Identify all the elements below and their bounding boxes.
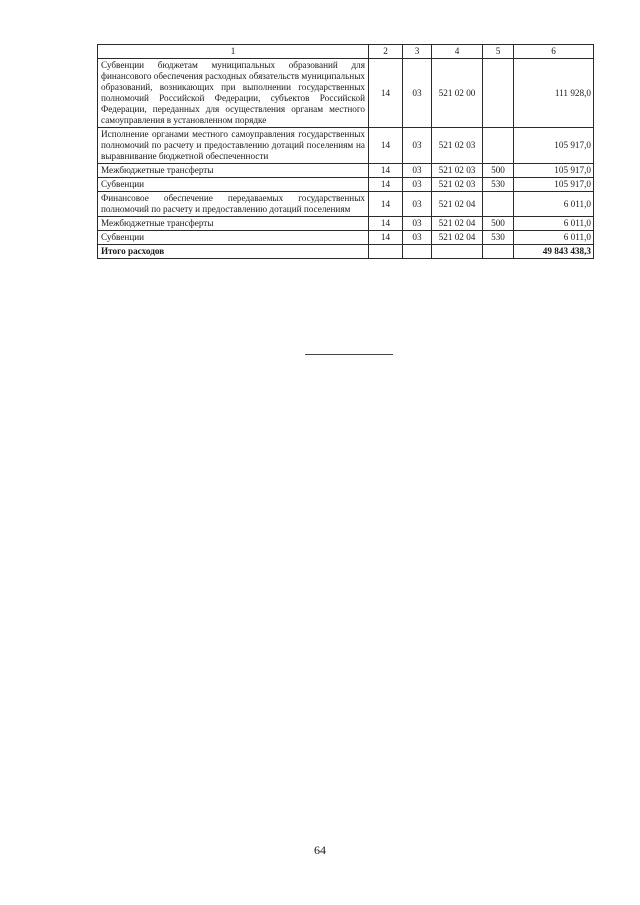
header-row	[98, 45, 594, 59]
row-target-code: 521 02 03	[432, 128, 483, 164]
row-section: 14	[369, 59, 403, 128]
page-number: 64	[314, 843, 326, 857]
row-target-code: 521 02 03	[432, 164, 483, 178]
row-amount: 6 011,0	[514, 217, 594, 231]
row-section: 14	[369, 231, 403, 245]
row-name: Финансовое обеспечение передаваемых государственных полномочий по расчету и предоставлению дотаций поселениям	[98, 192, 369, 217]
total-empty-cell	[432, 245, 483, 259]
header-col-5: 5	[483, 45, 514, 59]
table-row	[98, 178, 594, 192]
row-name: Субвенции	[98, 231, 369, 245]
row-name: Субвенции бюджетам муниципальных образований для финансового обеспечения расходных обязательств муниципальных образований, возникающих при выполнении государственных полномочий Российской Федерации, субъектов Российской Федерации, переданных для осуществления органам местного самоуправления в установленном порядке	[98, 59, 369, 128]
row-amount: 6 011,0	[514, 231, 594, 245]
row-expense-type: 530	[483, 178, 514, 192]
row-expense-type	[483, 128, 514, 164]
row-amount: 105 917,0	[514, 164, 594, 178]
total-empty-cell	[369, 245, 403, 259]
row-name: Межбюджетные трансферты	[98, 164, 369, 178]
row-target-code: 521 02 00	[432, 59, 483, 128]
table-row	[98, 128, 594, 164]
row-section: 14	[369, 217, 403, 231]
row-subsection: 03	[403, 164, 432, 178]
row-subsection: 03	[403, 128, 432, 164]
row-section: 14	[369, 164, 403, 178]
row-expense-type: 500	[483, 164, 514, 178]
row-amount: 105 917,0	[514, 178, 594, 192]
row-amount: 111 928,0	[514, 59, 594, 128]
table-row	[98, 231, 594, 245]
row-target-code: 521 02 04	[432, 192, 483, 217]
header-col-6: 6	[514, 45, 594, 59]
row-subsection: 03	[403, 178, 432, 192]
total-label: Итого расходов	[98, 245, 369, 259]
row-target-code: 521 02 03	[432, 178, 483, 192]
header-col-1: 1	[98, 45, 369, 59]
row-target-code: 521 02 04	[432, 217, 483, 231]
row-subsection: 03	[403, 231, 432, 245]
row-subsection: 03	[403, 217, 432, 231]
row-amount: 6 011,0	[514, 192, 594, 217]
row-section: 14	[369, 128, 403, 164]
header-col-2: 2	[369, 45, 403, 59]
row-expense-type	[483, 192, 514, 217]
row-subsection: 03	[403, 59, 432, 128]
row-amount: 105 917,0	[514, 128, 594, 164]
row-section: 14	[369, 192, 403, 217]
table-row	[98, 164, 594, 178]
row-name: Субвенции	[98, 178, 369, 192]
row-subsection: 03	[403, 192, 432, 217]
budget-table	[97, 44, 594, 259]
separator-line	[305, 354, 393, 355]
header-col-3: 3	[403, 45, 432, 59]
row-expense-type: 530	[483, 231, 514, 245]
header-col-4: 4	[432, 45, 483, 59]
row-target-code: 521 02 04	[432, 231, 483, 245]
table-row	[98, 59, 594, 128]
row-name: Исполнение органами местного самоуправления государственных полномочий по расчету и предоставлению дотаций поселениям на выравнивание бюджетной обеспеченности	[98, 128, 369, 164]
table-row	[98, 217, 594, 231]
row-expense-type	[483, 59, 514, 128]
row-section: 14	[369, 178, 403, 192]
row-expense-type: 500	[483, 217, 514, 231]
row-name: Межбюджетные трансферты	[98, 217, 369, 231]
total-empty-cell	[403, 245, 432, 259]
total-empty-cell	[483, 245, 514, 259]
total-amount: 49 843 438,3	[514, 245, 594, 259]
total-row	[98, 245, 594, 259]
table-row	[98, 192, 594, 217]
